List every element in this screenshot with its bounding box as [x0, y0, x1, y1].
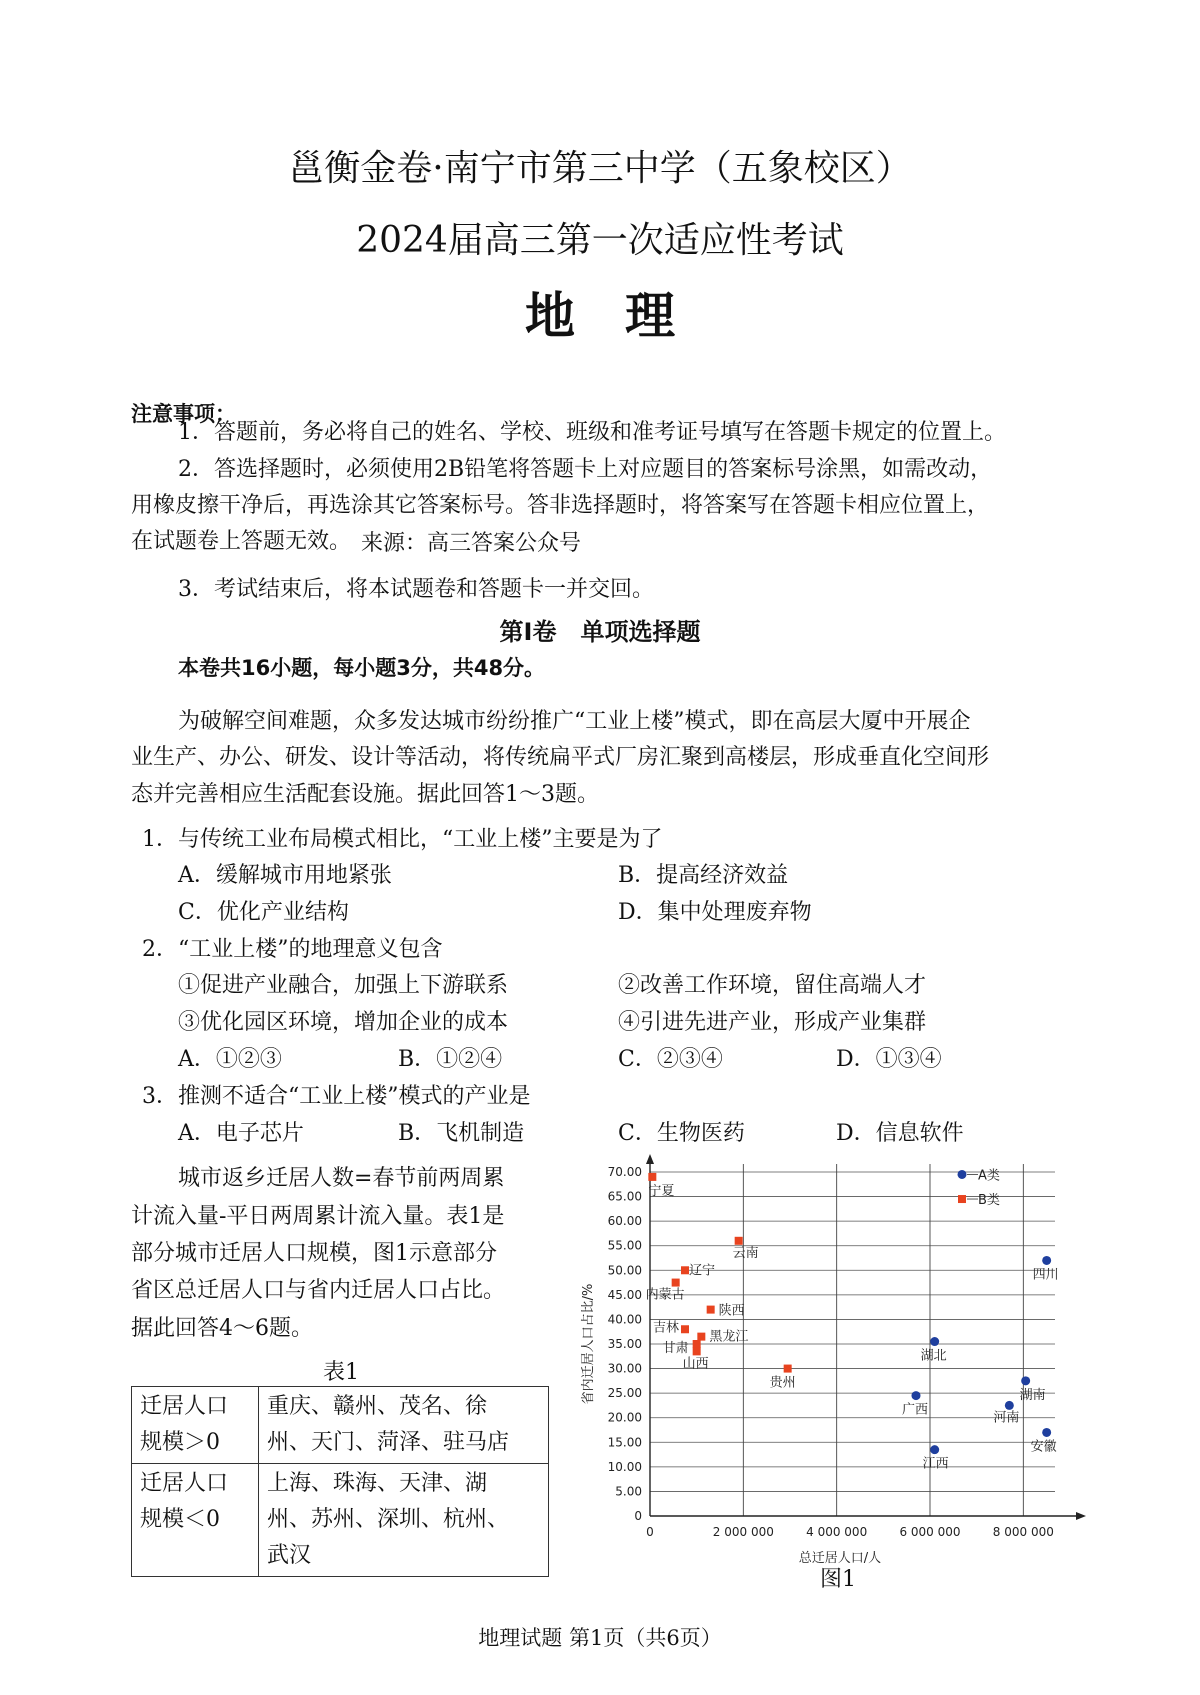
data-point-b — [707, 1306, 715, 1314]
table-cell-cities: 上海、珠海、天津、湖 州、苏州、深圳、杭州、 武汉 — [259, 1464, 549, 1577]
data-point-a — [1042, 1256, 1051, 1265]
y-tick-label: 15.00 — [607, 1435, 642, 1450]
data-point-label: 湖南 — [1019, 1387, 1046, 1403]
y-tick-label: 60.00 — [607, 1214, 642, 1229]
data-point-a — [1042, 1428, 1051, 1437]
q3-option-a: A．电子芯片 — [178, 1121, 304, 1146]
table-row — [132, 1387, 549, 1464]
passage1-line3: 态并完善相应生活配套设施。据此回答1～3题。 — [131, 782, 599, 807]
x-tick-label: 6 000 000 — [899, 1525, 961, 1539]
data-point-label: 江西 — [922, 1456, 949, 1472]
x-tick-label: 2 000 000 — [712, 1525, 774, 1539]
legend-marker-a — [958, 1170, 967, 1179]
data-point-b — [735, 1237, 743, 1245]
table-cell-cities: 重庆、赣州、茂名、徐 州、天门、菏泽、驻马店 — [259, 1387, 549, 1464]
legend-label: A类 — [978, 1168, 1000, 1184]
y-tick-label: 40.00 — [607, 1312, 642, 1327]
y-tick-label: 55.00 — [607, 1238, 642, 1253]
data-point-b — [693, 1347, 701, 1355]
q1-option-d: D．集中处理废弃物 — [618, 900, 812, 925]
q1-option-b: B．提高经济效益 — [618, 863, 789, 888]
q2-option-c: C．②③④ — [618, 1047, 723, 1072]
q2-stem: 2．“工业上楼”的地理意义包含 — [142, 937, 443, 962]
y-tick-label: 10.00 — [607, 1459, 642, 1474]
y-axis-arrow — [646, 1154, 654, 1164]
table-row — [132, 1464, 549, 1577]
passage1-line1: 为破解空间难题，众多发达城市纷纷推广“工业上楼”模式，即在高层大厦中开展企 — [178, 709, 971, 734]
x-tick-label: 4 000 000 — [806, 1525, 868, 1539]
table1 — [131, 1386, 549, 1577]
y-tick-label: 70.00 — [607, 1165, 642, 1179]
y-tick-label: 45.00 — [607, 1287, 642, 1302]
y-tick-label: 30.00 — [607, 1361, 642, 1376]
y-tick-label: 5.00 — [615, 1484, 642, 1499]
passage2-line3: 部分城市迁居人口规模，图1示意部分 — [131, 1241, 497, 1266]
subject-title: 地理 — [525, 287, 725, 345]
exam-title-line1: 邕衡金卷·南宁市第三中学（五象校区） — [288, 148, 912, 189]
q2-option-b: B．①②④ — [398, 1047, 503, 1072]
q3-option-b: B．飞机制造 — [398, 1121, 525, 1146]
note-item-1: 1．答题前，务必将自己的姓名、学校、班级和准考证号填写在答题卡规定的位置上。 — [178, 420, 1006, 445]
y-tick-label: 20.00 — [607, 1410, 642, 1425]
data-point-label: 安徽 — [1030, 1439, 1057, 1455]
figure1-caption: 图1 — [820, 1567, 856, 1592]
data-point-label: 吉林 — [653, 1320, 680, 1336]
data-point-a — [1005, 1401, 1014, 1410]
data-point-b — [681, 1266, 689, 1274]
exam-title-line2: 2024届高三第一次适应性考试 — [356, 220, 844, 261]
data-point-label: 湖北 — [920, 1348, 947, 1364]
note-item-2-line3: 在试题卷上答题无效。 — [131, 529, 352, 554]
data-point-a — [930, 1337, 939, 1346]
legend-label: B类 — [978, 1193, 1000, 1209]
data-point-label: 贵州 — [769, 1375, 796, 1391]
data-point-label: 黑龙江 — [709, 1329, 749, 1345]
data-point-b — [648, 1173, 656, 1181]
scatter-chart — [570, 1150, 1090, 1570]
data-point-b — [693, 1340, 701, 1348]
note-item-2-line2: 用橡皮擦干净后，再选涂其它答案标号。答非选择题时，将答案写在答题卡相应位置上， — [131, 493, 990, 518]
q1-stem: 1．与传统工业布局模式相比，“工业上楼”主要是为了 — [142, 827, 663, 852]
x-tick-label: 8 000 000 — [992, 1525, 1054, 1539]
table-cell-label: 迁居人口 规模＞0 — [132, 1387, 259, 1464]
passage2-line2: 计流入量-平日两周累计流入量。表1是 — [131, 1204, 505, 1229]
y-tick-label: 0 — [634, 1509, 642, 1523]
legend-marker-b — [958, 1195, 966, 1203]
page-footer: 地理试题 第1页（共6页） — [478, 1626, 722, 1650]
passage2-line5: 据此回答4～6题。 — [131, 1316, 313, 1341]
data-point-b — [681, 1325, 689, 1333]
q1-option-a: A．缓解城市用地紧张 — [178, 863, 392, 888]
data-point-label: 山西 — [682, 1356, 709, 1372]
source-note: 来源：高三答案公众号 — [361, 531, 582, 556]
q2-statement-3: ③优化园区环境，增加企业的成本 — [178, 1010, 509, 1035]
data-point-label: 河南 — [993, 1410, 1020, 1426]
data-point-label: 四川 — [1032, 1267, 1059, 1283]
data-point-b — [697, 1333, 705, 1341]
q2-statement-2: ②改善工作环境，留住高端人才 — [618, 973, 927, 998]
y-tick-label: 50.00 — [607, 1263, 642, 1278]
data-point-label: 内蒙古 — [645, 1287, 685, 1303]
passage1-line2: 业生产、办公、研发、设计等活动，将传统扁平式厂房汇聚到高楼层，形成垂直化空间形 — [131, 745, 990, 770]
data-point-a — [912, 1391, 921, 1400]
data-point-a — [930, 1445, 939, 1454]
q2-statement-4: ④引进先进产业，形成产业集群 — [618, 1010, 927, 1035]
data-point-label: 广西 — [902, 1402, 929, 1418]
y-axis-label: 省内迁居人口占比/% — [581, 1283, 596, 1405]
data-point-label: 辽宁 — [689, 1263, 716, 1279]
note-item-3: 3．考试结束后，将本试题卷和答题卡一并交回。 — [178, 577, 654, 602]
note-item-2-line1: 2．答选择题时，必须使用2B铅笔将答题卡上对应题目的答案标号涂黑，如需改动， — [178, 457, 993, 482]
data-point-b — [672, 1279, 680, 1287]
q2-option-d: D．①③④ — [836, 1047, 942, 1072]
data-point-label: 陕西 — [718, 1303, 745, 1319]
section-subheading: 本卷共16小题，每小题3分，共48分。 — [178, 656, 546, 680]
passage2-line4: 省区总迁居人口与省内迁居人口占比。 — [131, 1278, 506, 1303]
q2-option-a: A．①②③ — [178, 1047, 282, 1072]
data-point-label: 云南 — [732, 1245, 759, 1261]
table-cell-label: 迁居人口 规模＜0 — [132, 1464, 259, 1577]
data-point-label: 宁夏 — [648, 1183, 675, 1199]
y-tick-label: 25.00 — [607, 1386, 642, 1401]
notes-heading: 注意事项： — [131, 402, 236, 426]
q2-statement-1: ①促进产业融合，加强上下游联系 — [178, 973, 509, 998]
x-tick-label: 0 — [646, 1525, 654, 1539]
y-tick-label: 65.00 — [607, 1189, 642, 1204]
table1-caption: 表1 — [323, 1360, 359, 1385]
data-point-label: 甘肃 — [662, 1341, 689, 1356]
passage2-line1: 城市返乡迁居人数=春节前两周累 — [178, 1166, 505, 1191]
section-heading: 第Ⅰ卷 单项选择题 — [499, 618, 701, 646]
q3-option-c: C．生物医药 — [618, 1121, 745, 1146]
y-tick-label: 35.00 — [607, 1337, 642, 1351]
data-point-a — [1021, 1376, 1030, 1385]
q1-option-c: C．优化产业结构 — [178, 900, 349, 925]
q3-option-d: D．信息软件 — [836, 1121, 964, 1146]
x-axis-arrow — [1076, 1512, 1086, 1520]
data-point-b — [784, 1365, 792, 1373]
q3-stem: 3．推测不适合“工业上楼”模式的产业是 — [142, 1084, 531, 1109]
x-axis-label: 总迁居人口/人 — [798, 1551, 882, 1566]
